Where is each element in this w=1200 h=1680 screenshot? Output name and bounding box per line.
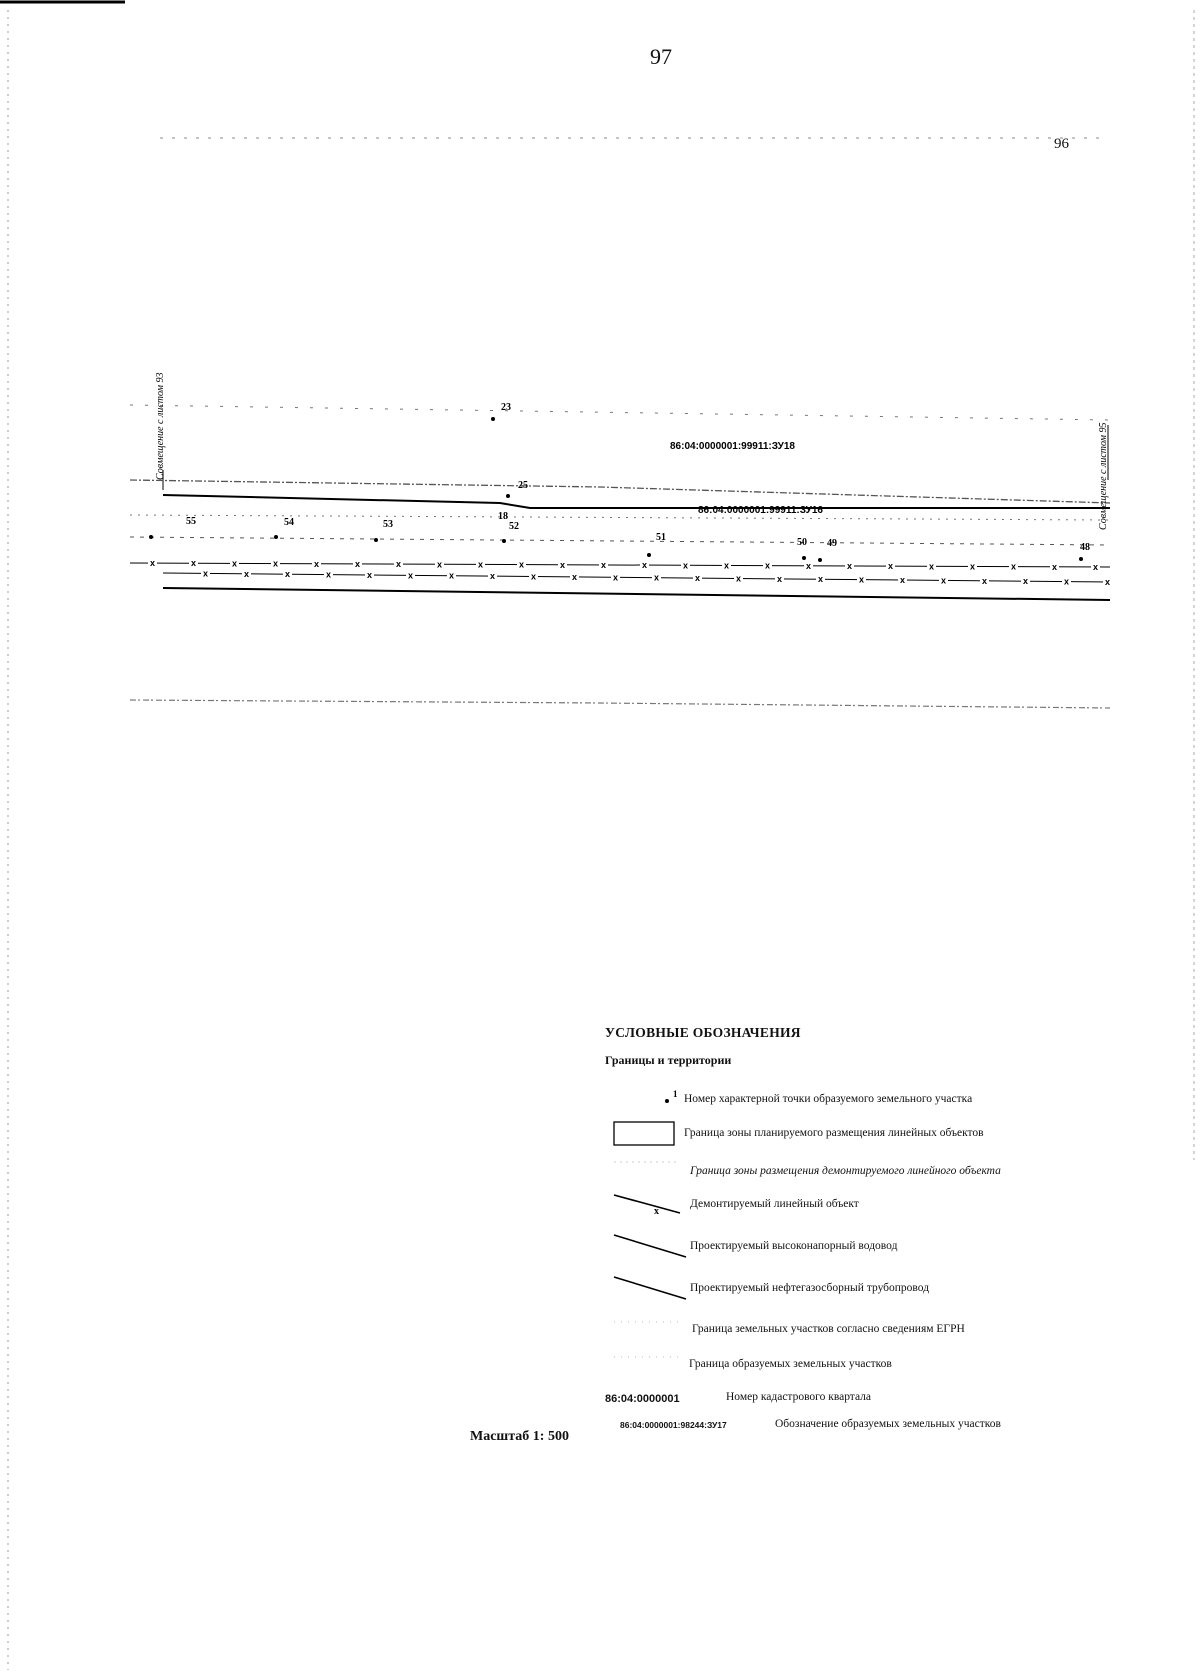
x-mark: x [847, 560, 853, 571]
x-mark: x [1011, 561, 1017, 572]
legend-quarter-text: Номер кадастрового квартала [726, 1391, 872, 1403]
legend-item-zone: Граница зоны планируемого размещения линейных объектов [684, 1127, 984, 1139]
point-label: 25 [518, 480, 528, 491]
legend-subtitle: Границы и территории [605, 1053, 732, 1067]
characteristic-points [149, 417, 1083, 562]
legend-oil-pipeline [614, 1277, 686, 1299]
x-mark: x [970, 561, 976, 572]
x-mark: x [449, 570, 455, 581]
x-mark: x [490, 571, 496, 582]
legend-parcel-code: 86:04:0000001:98244:ЗУ17 [620, 1420, 727, 1430]
legend-item-dismantled: Демонтируемый линейный объект [690, 1198, 859, 1210]
point-label: 23 [501, 402, 511, 413]
x-mark: x [408, 570, 414, 581]
point-label: 55 [186, 516, 196, 527]
x-mark: x [203, 568, 209, 579]
x-mark: x [1064, 576, 1070, 587]
x-mark: x [724, 560, 730, 571]
x-mark: x [478, 559, 484, 570]
point-label: 54 [284, 517, 294, 528]
x-mark: x [273, 558, 279, 569]
solid-pipeline-upper [163, 495, 1110, 508]
point-label: 49 [827, 538, 837, 549]
upper-dashed-boundary [130, 480, 1110, 503]
page-number: 97 [650, 44, 672, 69]
x-mark: x [232, 558, 238, 569]
point-marker [802, 556, 806, 560]
legend-item-egrn: Граница земельных участков согласно сведениям ЕГРН [692, 1323, 965, 1335]
legend-zone-rect [614, 1122, 674, 1145]
solid-pipeline-lower [163, 588, 1110, 600]
legend-item-demount-zone: Граница зоны размещения демонтируемого линейного объекта [690, 1165, 1001, 1177]
x-mark: x [367, 569, 373, 580]
x-mark: x [191, 558, 197, 569]
scale-label: Масштаб 1: 500 [470, 1429, 569, 1444]
point-marker [502, 539, 506, 543]
legend-dismantled-line [614, 1195, 680, 1213]
legend-point-number: 1 [673, 1089, 678, 1099]
legend-point-symbol [665, 1099, 669, 1103]
x-mark: x [888, 561, 894, 572]
point-label: 53 [383, 519, 393, 530]
x-mark: x [355, 558, 361, 569]
point-marker [374, 538, 378, 542]
x-mark: x [900, 575, 906, 586]
x-mark: x [941, 575, 947, 586]
x-marks [148, 558, 1112, 587]
point-label: 50 [797, 537, 807, 548]
x-mark: x [531, 571, 537, 582]
x-mark: x [437, 559, 443, 570]
x-mark: x [982, 575, 988, 586]
legend-quarter-code: 86:04:0000001 [605, 1393, 680, 1405]
x-mark: x [244, 568, 250, 579]
legend-symbols [614, 1089, 686, 1357]
x-mark: x [859, 574, 865, 585]
legend-title: УСЛОВНЫЕ ОБОЗНАЧЕНИЯ [605, 1025, 801, 1040]
parcel-label-zu18: 86:04:0000001:99911:ЗУ18 [670, 441, 795, 452]
point-marker [491, 417, 495, 421]
x-mark: x [1105, 576, 1111, 587]
point-marker [274, 535, 278, 539]
match-label-left: Совмещение с листом 93 [155, 372, 166, 480]
point-marker [506, 494, 510, 498]
x-mark: x [818, 574, 824, 585]
match-label-right: Совмещение с листом 95 [1098, 422, 1109, 530]
x-mark: x [765, 560, 771, 571]
x-mark: x [326, 569, 332, 580]
x-mark: x [314, 558, 320, 569]
dotted-boundary [130, 515, 1110, 520]
lower-dashed-boundary [130, 700, 1110, 708]
x-mark: x [695, 573, 701, 584]
legend-item-point: Номер характерной точки образуемого земельного участка [684, 1093, 973, 1105]
x-mark: x [1052, 561, 1058, 572]
x-mark: x [654, 572, 660, 583]
x-mark: x [572, 571, 578, 582]
point-marker [818, 558, 822, 562]
x-mark: x [806, 560, 812, 571]
top-faint-boundary [130, 405, 1110, 420]
point-label: 52 [509, 521, 519, 532]
x-mark: x [150, 558, 156, 569]
legend-item-water-pipeline: Проектируемый высоконапорный водовод [690, 1240, 898, 1252]
legend-item-new-boundary: Граница образуемых земельных участков [689, 1358, 892, 1370]
legend-water-pipeline [614, 1235, 686, 1257]
x-mark: x [736, 573, 742, 584]
parcel-label-zu16: 86:04:0000001:99911:ЗУ16 [698, 505, 823, 516]
point-label: 18 [498, 511, 508, 522]
x-mark: x [519, 559, 525, 570]
x-mark: x [929, 561, 935, 572]
x-mark: x [683, 560, 689, 571]
x-mark: x [285, 569, 291, 580]
dismantled-line-2 [163, 570, 1110, 585]
adjacent-sheet-number: 96 [1054, 136, 1069, 152]
point-label: 48 [1080, 542, 1090, 553]
point-label: 51 [656, 532, 666, 543]
x-mark: x [1093, 561, 1099, 572]
x-mark: x [777, 573, 783, 584]
x-mark: x [560, 559, 566, 570]
legend-item-oil-pipeline: Проектируемый нефтегазосборный трубопровод [690, 1282, 930, 1294]
x-mark: x [396, 559, 402, 570]
point-marker [647, 553, 651, 557]
x-mark: x [1023, 576, 1029, 587]
x-mark: x [613, 572, 619, 583]
x-mark: x [642, 560, 648, 571]
legend-x-mark: x [654, 1206, 659, 1217]
x-mark: x [601, 559, 607, 570]
point-marker [149, 535, 153, 539]
legend-parcel-text: Обозначение образуемых земельных участков [775, 1418, 1001, 1430]
point-marker [1079, 557, 1083, 561]
